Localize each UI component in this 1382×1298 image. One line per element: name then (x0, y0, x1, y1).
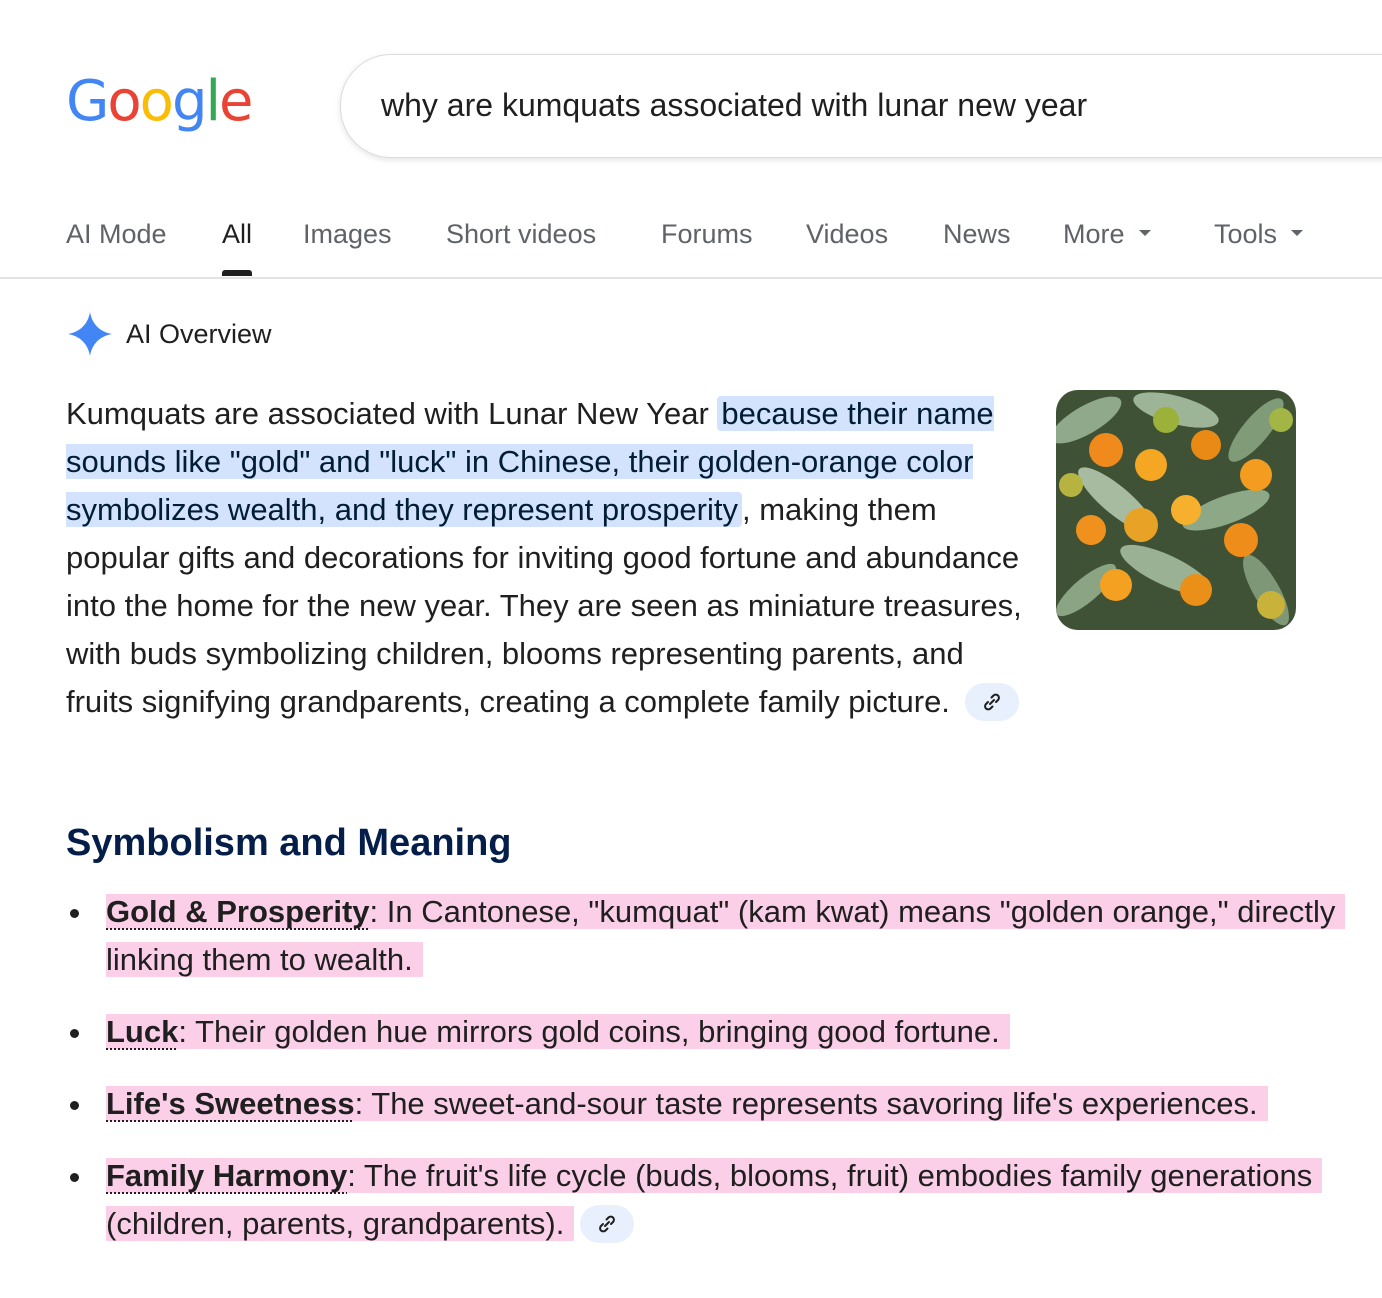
search-tabs (66, 212, 1382, 278)
list-item: Family Harmony: The fruit's life cycle (buds, blooms, fruit) embodies family generations (children, parents, grandparents). (66, 1152, 1356, 1248)
chevron-down-icon (1139, 230, 1151, 236)
tab-tools[interactable]: Tools (1214, 212, 1303, 256)
kumquat-photo[interactable] (1056, 390, 1296, 630)
source-link-button[interactable] (580, 1205, 634, 1243)
link-icon (982, 692, 1002, 712)
search-input[interactable]: why are kumquats associated with lunar new year (381, 87, 1088, 123)
ai-overview-summary: Kumquats are associated with Lunar New Year because their name sounds like "gold" and "luck" in Chinese, their golden-orange color symbolizes wealth, and they represent prosperity , making them popular gifts and decorations for inviting good fortune and abundance into the home for the new year. They are seen as miniature treasures, with buds symbolizing children, blooms representing parents, and fruits signifying grandparents, creating a complete family picture. (66, 390, 1296, 726)
bullet-dot (70, 1101, 79, 1110)
sparkle-icon (66, 310, 114, 358)
bullet-dot (70, 1029, 79, 1038)
bullet-dot (70, 1173, 79, 1182)
tab-ai-mode[interactable]: AI Mode (66, 219, 167, 249)
tab-short-videos[interactable]: Short videos (446, 219, 597, 249)
tab-images[interactable]: Images (303, 219, 392, 249)
section-title: Symbolism and Meaning (66, 822, 512, 864)
link-icon (597, 1214, 617, 1234)
bullet-dot (70, 909, 79, 918)
symbolism-list (66, 888, 1356, 1272)
tab-all[interactable]: All (222, 212, 252, 256)
term-link[interactable]: Luck (106, 1014, 179, 1049)
term-link[interactable]: Family Harmony (106, 1158, 348, 1193)
tabs-divider (0, 277, 1382, 279)
ai-overview-title: AI Overview (126, 319, 272, 349)
highlighted-answer: because their name sounds like "gold" and "luck" in Chinese, their golden-orange color symbolizes wealth, and they represent prosperity (66, 396, 994, 527)
tab-news[interactable]: News (943, 219, 1011, 249)
chevron-down-icon (1291, 230, 1303, 236)
tab-videos[interactable]: Videos (806, 219, 889, 249)
list-item: Life's Sweetness: The sweet-and-sour taste represents savoring life's experiences. (66, 1080, 1356, 1128)
term-link[interactable]: Gold & Prosperity (106, 894, 370, 929)
list-item: Luck: Their golden hue mirrors gold coins, bringing good fortune. (66, 1008, 1356, 1056)
term-link[interactable]: Life's Sweetness (106, 1086, 355, 1121)
tab-forums[interactable]: Forums (661, 219, 753, 249)
search-box[interactable] (340, 54, 1382, 158)
google-logo[interactable]: Google (66, 69, 252, 134)
tab-more[interactable]: More (1063, 212, 1151, 256)
source-link-button[interactable] (965, 683, 1019, 721)
active-tab-indicator (222, 270, 252, 276)
list-item: Gold & Prosperity: In Cantonese, "kumquat" (kam kwat) means "golden orange," directly linking them to wealth. (66, 888, 1356, 984)
